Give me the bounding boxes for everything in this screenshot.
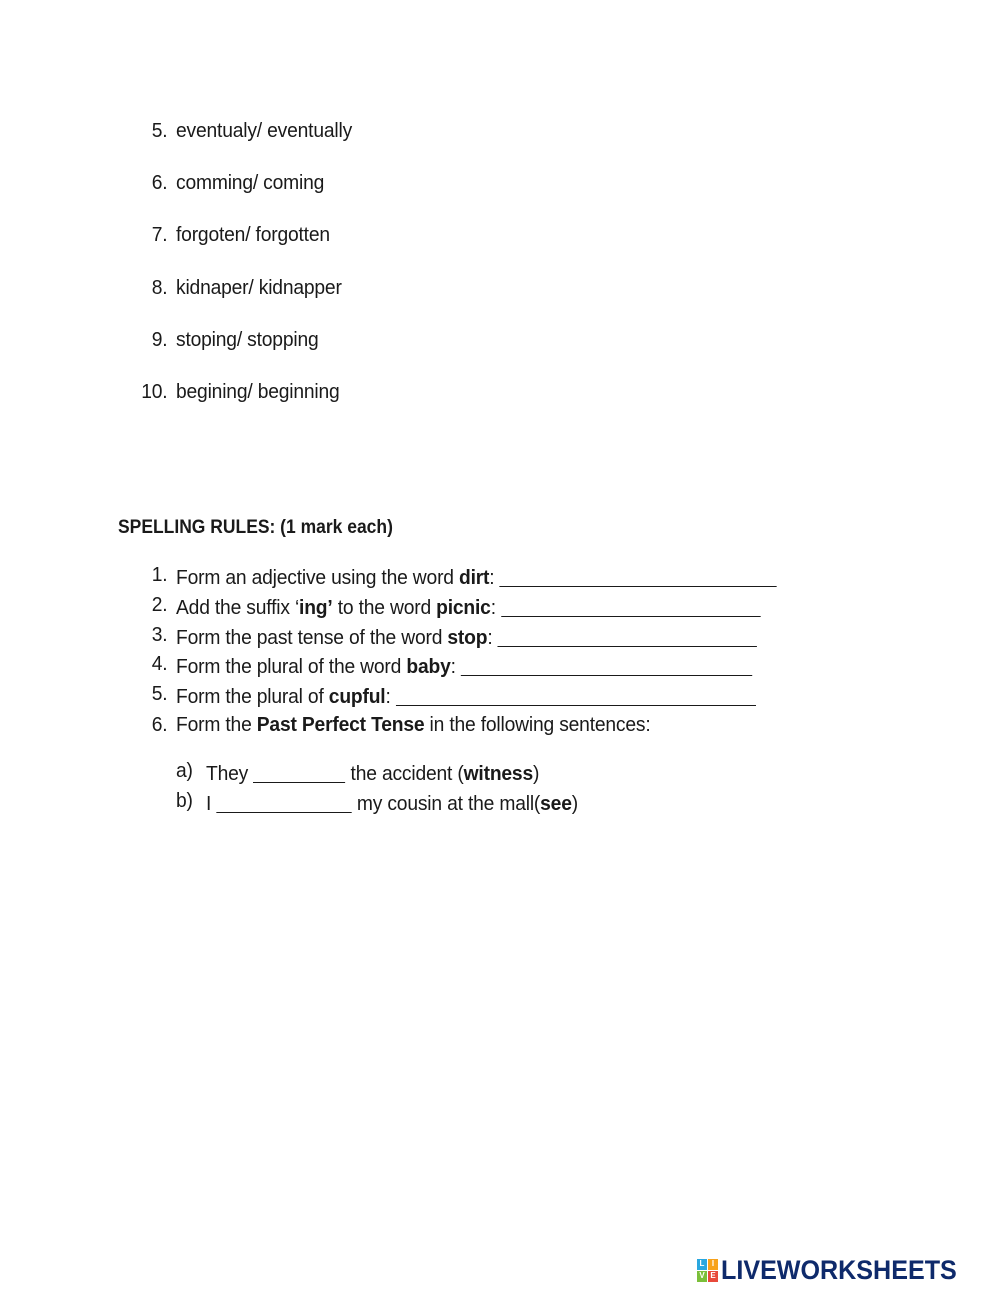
list-text: forgoten/ forgotten: [176, 223, 330, 246]
question-number: 2.: [151, 593, 168, 616]
list-text: begining/ beginning: [176, 380, 340, 403]
list-text: eventualy/ eventually: [176, 119, 353, 142]
section-heading: SPELLING RULES: (1 mark each): [118, 517, 393, 538]
sub-question-text: I my cousin at the mall(see): [206, 792, 578, 815]
logo-block: E: [708, 1271, 718, 1282]
answer-blank[interactable]: [396, 685, 756, 706]
question-text: Form the plural of the word baby:: [176, 652, 752, 679]
answer-blank[interactable]: [500, 566, 777, 587]
list-number: 9.: [151, 328, 168, 351]
question-number: 5.: [151, 682, 168, 705]
list-text: kidnaper/ kidnapper: [176, 276, 342, 299]
logo-blocks-icon: [697, 1259, 718, 1282]
sub-question-label: a): [176, 759, 193, 782]
answer-blank[interactable]: [216, 792, 351, 813]
logo-block: I: [708, 1259, 718, 1270]
sub-question-label: b): [176, 789, 193, 812]
list-number: 6.: [151, 171, 168, 194]
answer-blank[interactable]: [253, 762, 345, 783]
question-text: Form the past tense of the word stop:: [176, 623, 757, 650]
answer-blank[interactable]: [498, 626, 757, 647]
answer-blank[interactable]: [501, 596, 760, 617]
list-number: 7.: [151, 223, 168, 246]
question-number: 6.: [151, 713, 168, 736]
question-number: 4.: [151, 652, 168, 675]
question-text: Form an adjective using the word dirt:: [176, 563, 777, 590]
liveworksheets-logo: [697, 1256, 975, 1284]
list-text: comming/ coming: [176, 171, 325, 194]
question-text: Add the suffix ‘ing’ to the word picnic:: [176, 593, 761, 620]
list-number: 8.: [151, 276, 168, 299]
logo-text: LIVEWORKSHEETS: [721, 1254, 957, 1285]
list-number: 10.: [141, 380, 168, 403]
list-text: stoping/ stopping: [176, 328, 319, 351]
question-text: Form the plural of cupful:: [176, 682, 756, 709]
answer-blank[interactable]: [461, 655, 752, 676]
sub-question-text: They the accident (witness): [206, 762, 540, 785]
logo-block: V: [697, 1271, 707, 1282]
question-number: 3.: [151, 623, 168, 646]
logo-block: L: [697, 1259, 707, 1270]
question-number: 1.: [151, 563, 168, 586]
list-number: 5.: [151, 119, 168, 142]
question-text: Form the Past Perfect Tense in the following sentences:: [176, 713, 651, 736]
